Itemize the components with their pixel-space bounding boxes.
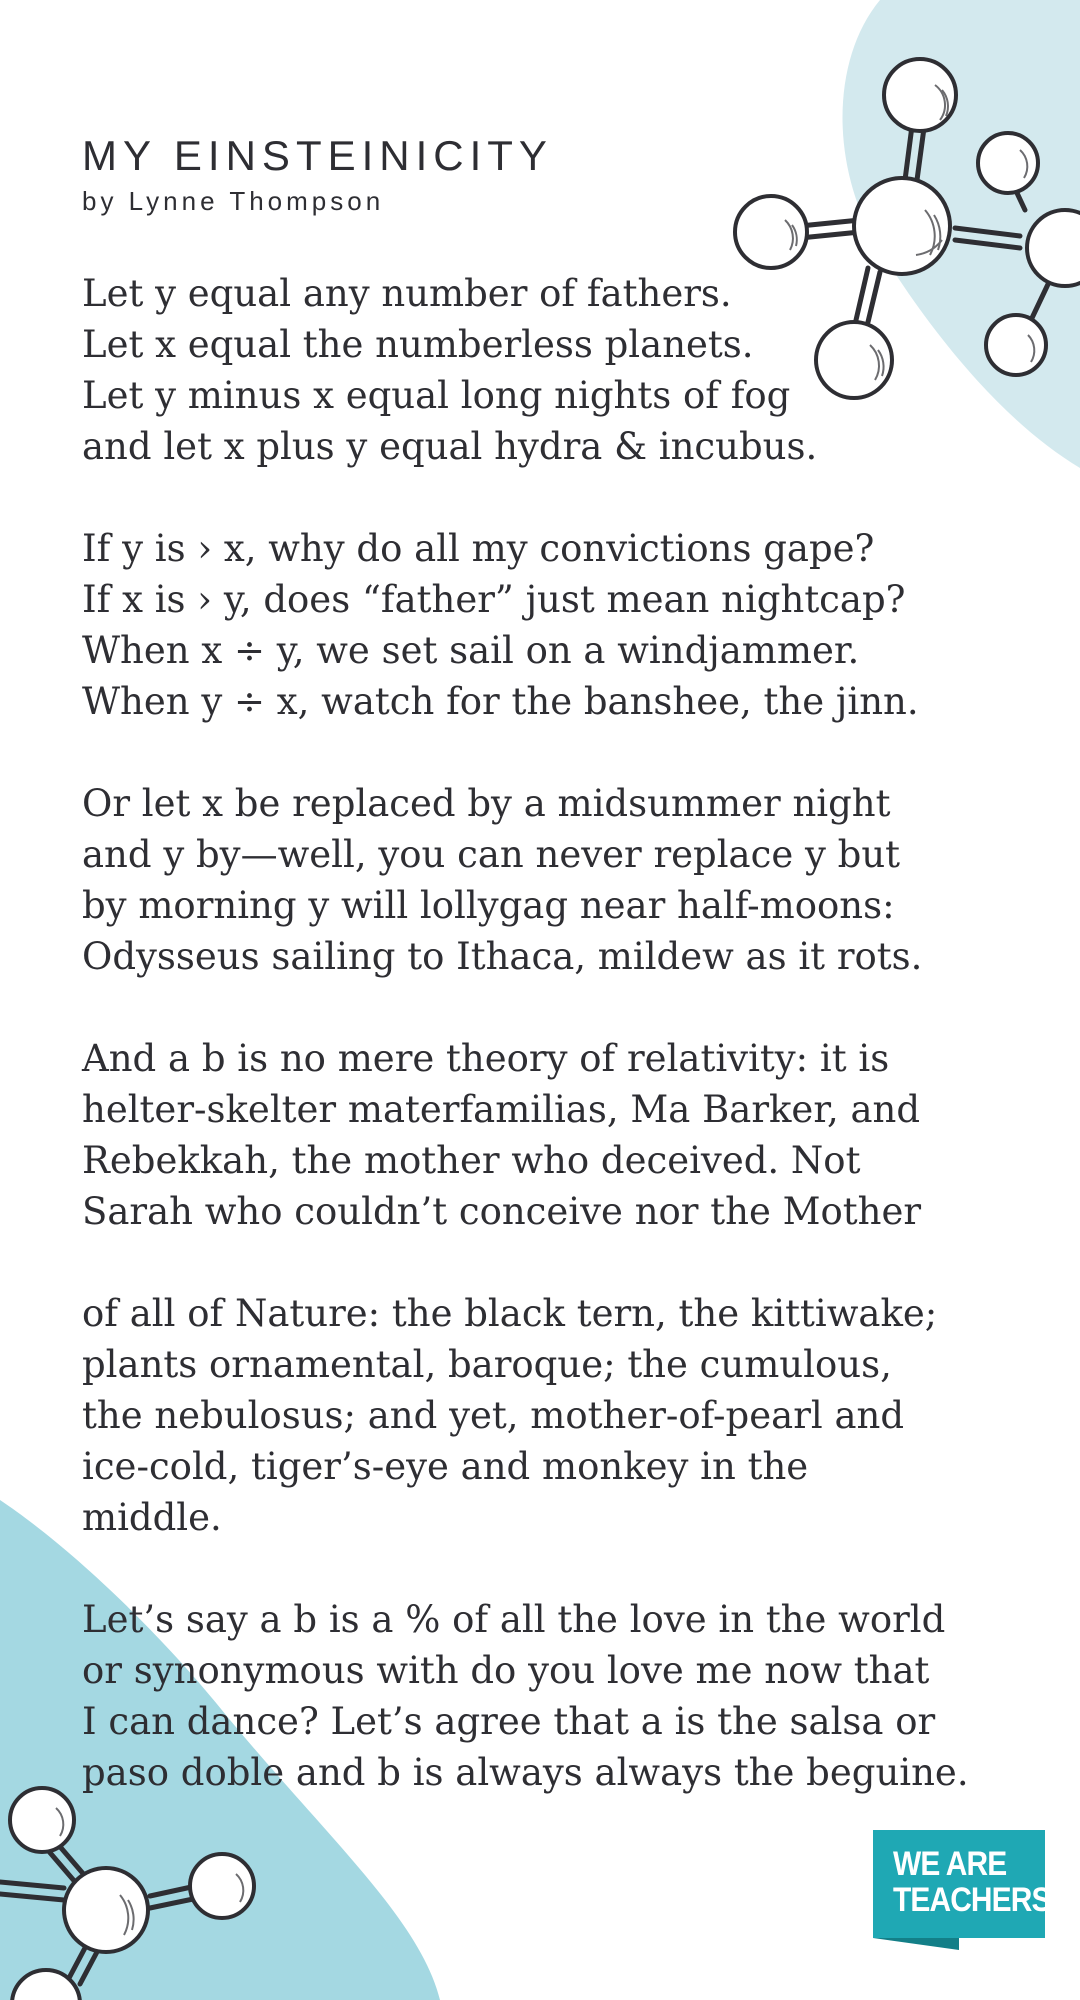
poem-line: and let x plus y equal hydra & incubus. [82,425,818,468]
atom-bottom-right [190,1854,254,1918]
poem-line: Rebekkah, the mother who deceived. Not [82,1139,861,1182]
poem-line: or synonymous with do you love me now that [82,1649,930,1692]
poem-title: MY EINSTEINICITY [82,132,553,179]
poem-line: Let y equal any number of fathers. [82,272,732,315]
atom-bottom-top [10,1788,74,1852]
atom-center [854,178,950,274]
poem-line: by morning y will lollygag near half-moons: [82,884,895,927]
poem-line: Sarah who couldn’t conceive nor the Mother [82,1190,922,1233]
poem-line: middle. [82,1496,222,1539]
poem-line: plants ornamental, baroque; the cumulous, [82,1343,892,1386]
poem-line: the nebulosus; and yet, mother-of-pearl and [82,1394,905,1437]
poem-line: When y ÷ x, watch for the banshee, the jinn. [82,680,919,723]
stanza [82,1288,1022,1543]
poem-line: Odysseus sailing to Ithaca, mildew as it rots. [82,935,923,978]
stanza [82,1594,1022,1798]
poem-line: Or let x be replaced by a midsummer night [82,782,891,825]
atom-bottom-center [64,1868,148,1952]
poem-line: ice-cold, tiger’s-eye and monkey in the [82,1445,809,1488]
poem-author: by Lynne Thompson [82,186,385,216]
poem-line: and y by—well, you can never replace y but [82,833,901,876]
atom-upper-right [978,133,1038,193]
poem-line: paso doble and b is always always the beguine. [82,1751,969,1794]
stanza [82,778,1022,982]
poem-line: of all of Nature: the black tern, the kittiwake; [82,1292,938,1335]
stanza [82,268,1022,472]
stanza [82,1033,1022,1237]
poem-line: Let y minus x equal long nights of fog [82,374,791,417]
poem-line: Let’s say a b is a % of all the love in the world [82,1598,946,1641]
logo-fold [873,1938,959,1950]
we-are-teachers-logo[interactable] [873,1830,1051,1940]
atom-right [1027,210,1080,286]
poem-line: Let x equal the numberless planets. [82,323,754,366]
poem-line: When x ÷ y, we set sail on a windjammer. [82,629,860,672]
poem-line: I can dance? Let’s agree that a is the salsa or [82,1700,936,1743]
logo-line-2: TEACHERS [893,1881,1051,1919]
poem-line: And a b is no mere theory of relativity: it is [82,1037,890,1080]
stanza [82,523,1022,727]
poem-body [82,268,1022,1849]
poem-line: If x is › y, does “father” just mean nightcap? [82,578,906,621]
logo-text [893,1846,1051,1918]
poem-line: If y is › x, why do all my convictions gape? [82,527,875,570]
logo-line-1: WE ARE [893,1845,1007,1883]
poem-line: helter-skelter materfamilias, Ma Barker, and [82,1088,921,1131]
